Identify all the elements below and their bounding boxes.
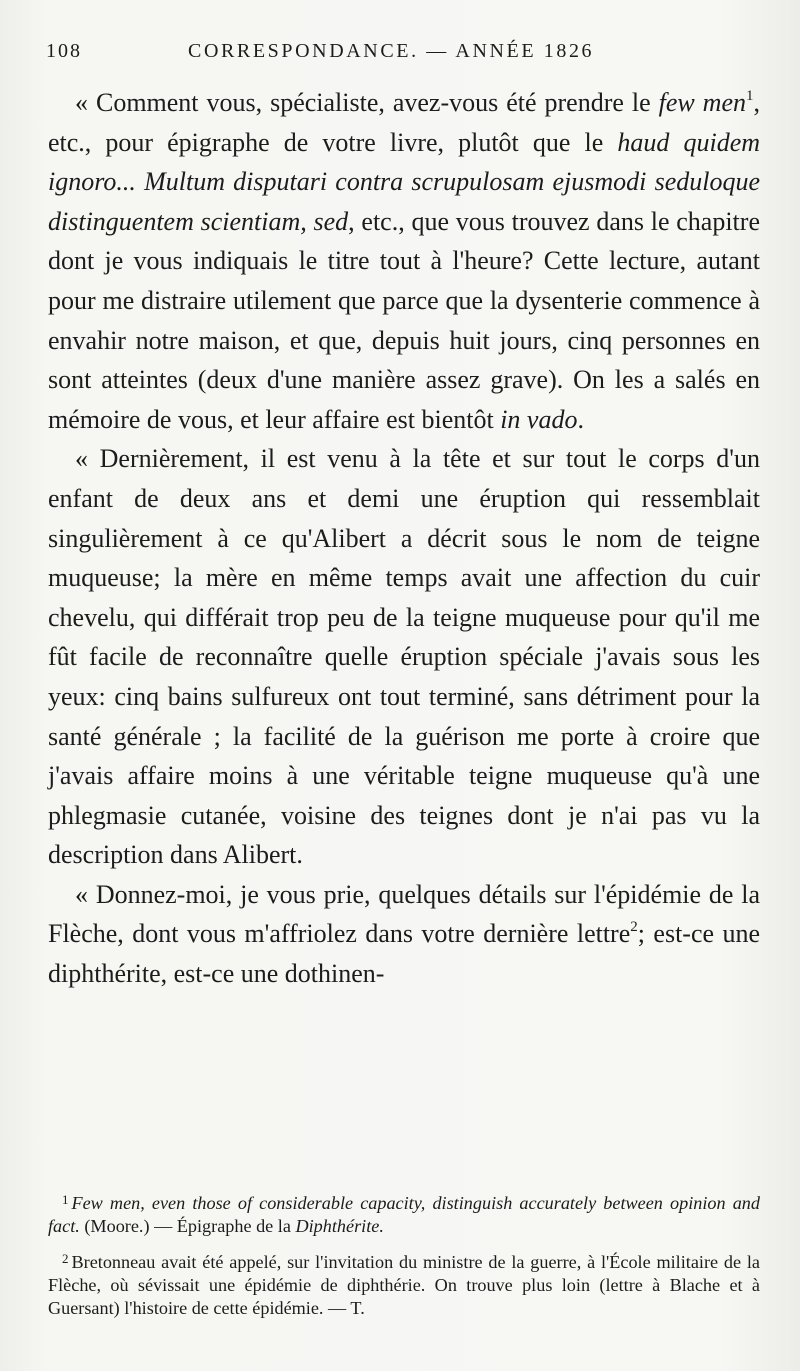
page-header [46,40,762,70]
p1-end: . [577,404,584,434]
footnote-1-source: (Moore.) — Épigraphe de la [79,1216,296,1236]
page-number: 108 [46,40,82,62]
footnote-1 [48,1188,760,1238]
footnote-ref-2[interactable]: 2 [630,919,638,936]
p3-rest: ; est-ce une diphthérite, est-ce une dothinen- [48,919,761,989]
main-text [48,83,760,994]
p3-text: « Donnez-moi, je vous prie, quelques détails sur l'épidémie de la Flèche, dont vous m'affriolez dans votre dernière lettre [48,879,760,949]
footnote-1-number: 1 [62,1192,69,1207]
footnote-2-text: Bretonneau avait été appelé, sur l'invitation du ministre de la guerre, à l'École militaire de la Flèche, où sévissait une épidémie de diphthérie. On trouve plus loin (lettre à Blache et à Guersant) l'histoire de cette épidémie. — T. [48,1252,760,1318]
p1-after-fn: , etc., pour épigraphe de votre livre, plutôt que le [48,88,761,157]
few-men-quote: few men [658,88,747,117]
footnote-1-quote: Few men, even those of considerable capacity, distinguish accurately between opinion and fact. [48,1193,760,1236]
p1-rest: , etc., que vous trouvez dans le chapitre dont je vous indiquais le titre tout à l'heure? Cette lecture, autant pour me distraire utilement que parce que la dysenterie commence à envahir notre maison, et que, depuis huit jours, cinq personnes en sont atteintes (deux d'une manière assez grave). On les a salés en mémoire de vous, et leur affaire est bientôt [48,206,760,434]
footnote-2-number: 2 [62,1251,69,1266]
latin-quote: haud quidem ignoro... Multum disputari contra scrupulosam ejusmodi seduloque distinguentem scientiam, sed [48,127,761,236]
footnote-ref-1[interactable]: 1 [746,88,754,104]
footnotes [48,1188,760,1329]
running-title: CORRESPONDANCE. — ANNÉE 1826 [188,40,595,62]
p1-open: « Comment vous, spécialiste, avez-vous été prendre le [75,88,659,117]
in-vado: in vado [500,404,578,434]
paragraph-1 [48,83,760,439]
paragraph-2: « Dernièrement, il est venu à la tête et sur tout le corps d'un enfant de deux ans et demi une éruption qui ressemblait singulièrement à ce qu'Alibert a décrit sous le nom de teigne muqueuse; la mère en même temps avait une affection du cuir chevelu, qui différait trop peu de la teigne muqueuse pour qu'il me fût facile de reconnaître quelle éruption spéciale j'avais sous les yeux: cinq bains sulfureux ont tout terminé, sans détriment pour la santé générale ; la facilité de la guérison me porte à croire que j'avais affaire moins à une véritable teigne muqueuse qu'à une phlegmasie cutanée, voisine des teignes dont je n'ai pas vu la description dans Alibert. [48,444,760,870]
footnote-2 [48,1247,760,1320]
paragraph-3 [48,875,760,994]
footnote-1-title: Diphthérite. [295,1216,384,1236]
